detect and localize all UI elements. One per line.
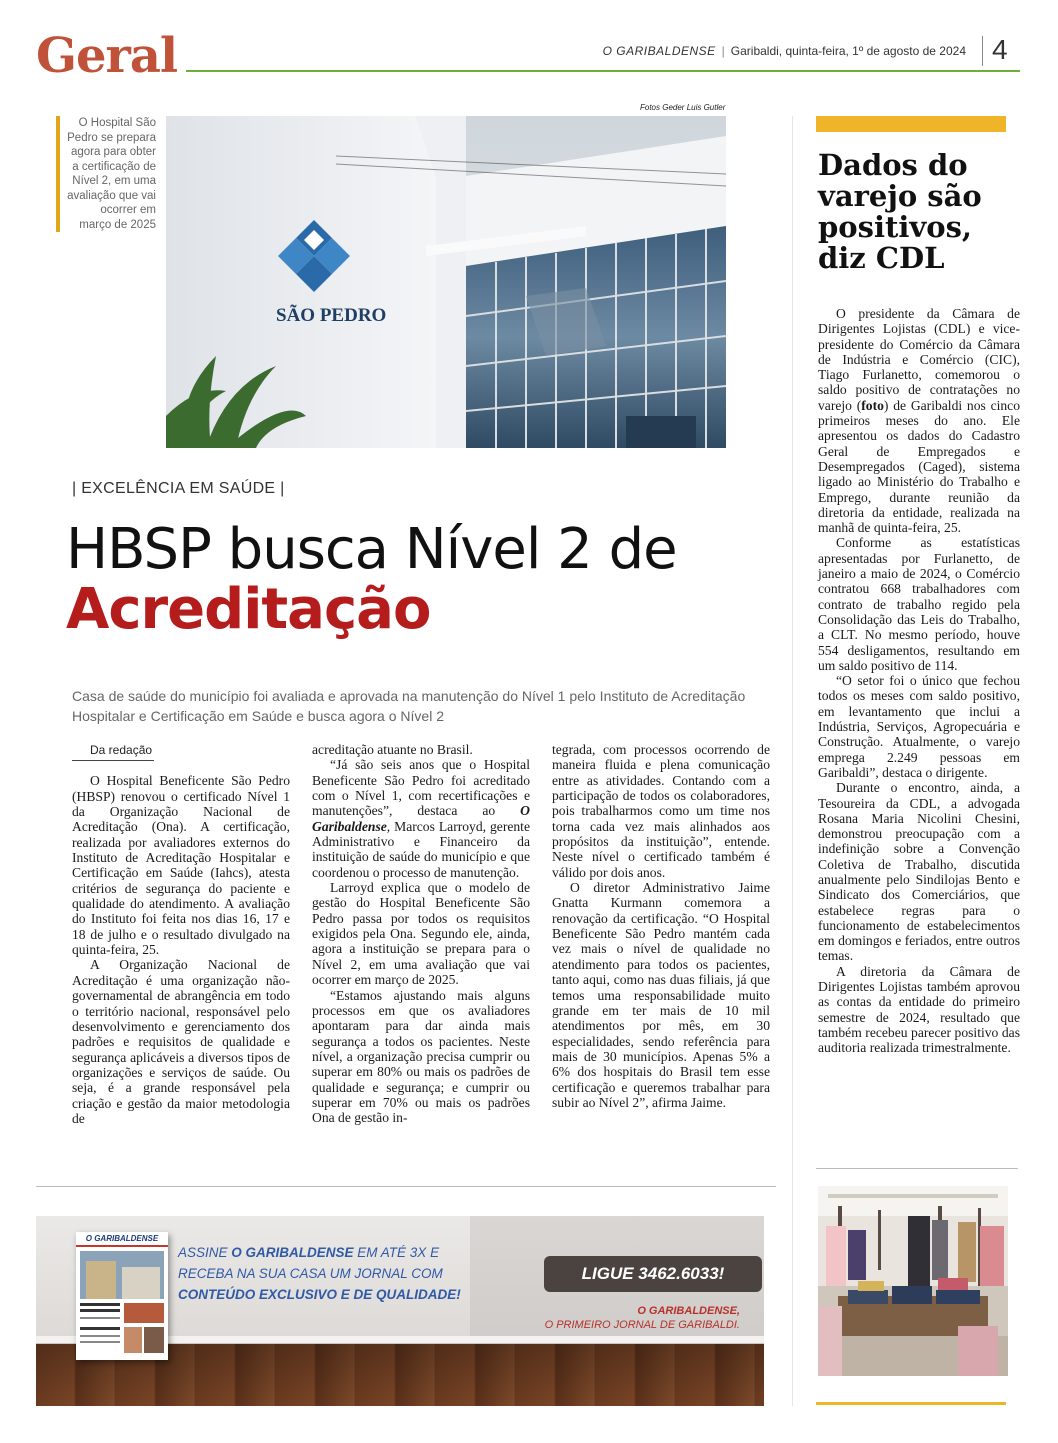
sidebar-headline: Dados do varejo são positivos, diz CDL — [818, 148, 982, 275]
photo-caption: O Hospital São Pedro se prepara agora para obter a certificação de Nível 2, em uma avaliação que vai ocorrer em março de 2025 — [56, 116, 156, 232]
section-title: Geral — [36, 28, 178, 84]
newspaper-thumbnail — [76, 1232, 168, 1360]
headline-text: HBSP busca Nível 2 de — [66, 517, 677, 582]
paragraph: O Hospital Beneficente São Pedro (HBSP) renovou o certificado Nível 1 da Organização Nacional de Acreditação (Ona). A certificação, realizada por avaliadores externos do Instituto de Acreditação Hospitalar e Certificação em Saúde (Iahcs), atesta critérios de segurança do paciente e qualidade do atendimento. A avaliação do Instituto foi feita nos dias 16, 17 e 18 de julho e o resultado divulgado na quinta-feira, 25. — [72, 773, 290, 958]
paper-name-inline: O Garibaldense — [312, 803, 530, 834]
ad-copy — [178, 1242, 478, 1305]
byline: Da redação — [72, 743, 154, 761]
subscription-ad[interactable] — [36, 1216, 764, 1406]
paragraph: “Estamos ajustando mais alguns processos em que os avaliadores apontaram para dar ainda mais segurança a todos os pacientes. Neste nível, a organização precisa cumprir ou superar em 80% ou mais os padrões de qualidade e segurança; e cumprir ou superar em 70% ou mais os padrões Ona de gestão in- — [312, 987, 530, 1126]
paragraph — [818, 306, 1020, 535]
dateline: Garibaldi, quinta-feira, 1º de agosto de 2024 — [730, 44, 966, 58]
sidebar-accent-bar — [816, 116, 1006, 132]
paragraph: A Organização Nacional de Acreditação é uma organização não-governamental de abrangência em todo o território nacional, responsável pelo desenvolvimento e gerenciamento dos padrões e requisitos de qualidade e segurança aplicáveis a diversos tipos de organizações e serviços de saúde. Ou seja, é a grande responsável pela criação e gestão da maior metodologia de — [72, 957, 290, 1126]
paragraph: Conforme as estatísticas apresentadas por Furlanetto, de janeiro a maio de 2024, o Comércio contratou 668 trabalhadores com contrato de trabalho regido pela Consolidação das Leis do Trabalho, a CLT. No mesmo período, houve 554 desligamentos, resultando em um saldo positivo de 114. — [818, 535, 1020, 673]
separator: | — [721, 44, 725, 58]
paragraph: A diretoria da Câmara de Dirigentes Lojistas também aprovou as contas da entidade do primeiro semestre de 2024, resultado que também recebeu parecer positivo das auditoria realizada trimestralmente. — [818, 963, 1020, 1056]
paragraph: acreditação atuante no Brasil. — [312, 742, 473, 757]
divider — [36, 1186, 776, 1187]
hospital-sign: SÃO PEDRO — [276, 305, 387, 326]
article-kicker: | EXCELÊNCIA EM SAÚDE | — [72, 480, 285, 497]
ad-tag-line: O PRIMEIRO JORNAL DE GARIBALDI. — [544, 1319, 740, 1331]
hospital-photo — [166, 116, 726, 448]
sidebar-rule — [816, 1168, 1018, 1169]
newspaper-cover-image — [76, 1247, 168, 1359]
newspaper-masthead: O GARIBALDENSE — [76, 1232, 168, 1247]
text-run: ) de Garibaldi nos cinco primeiros meses do ano. Ele apresentou os dados do Cadastro Geral de Empregados e Desempregados (Caged), sistema ligado ao Ministério do Trabalho e Emprego, durante reunião da diretoria da entidade, realizada na manhã de quinta-feira, 25. — [818, 397, 1021, 536]
photo-credit: Fotos Geder Luis Gutler — [640, 103, 726, 112]
paragraph: Durante o encontro, ainda, a Tesoureira da CDL, a advogada Rosana Maria Nicolini Chesini, demonstrou preocupação com a indefinição sobre a Convenção Coletiva de Trabalho, discutida anualmente pelo Sindilojas Bento e Sindicato dos Comerciários, que estabelece regras para o funcionamento de estabelecimentos em domingos e feriados, entre outros temas. — [818, 780, 1020, 964]
paragraph: O diretor Administrativo Jaime Gnatta Kurmann comemora a renovação da certificação. “O Hospital Beneficente São Pedro mantém cada vez mais o nível de qualidade no atendimento para todos os pacientes, tanto aqui, como nas duas filiais, já que temos uma responsabilidade muito grande em ter mais de 10 mil atendimentos por mês, em 30 especialidades, sendo referência para mais de 30 municípios. Apenas 5% a 6% dos hospitais do Brasil tem esse certificação e queremos trabalhar para subir ao Nível 2”, afirma Jaime. — [552, 880, 770, 1110]
paper-name: O GARIBALDENSE — [602, 44, 716, 58]
ad-copy-emphasis: CONTEÚDO EXCLUSIVO E DE QUALIDADE! — [178, 1287, 461, 1302]
sidebar-divider — [792, 116, 793, 1406]
text-run: , Marcos Larroyd, gerente Administrativo e Financeiro da instituição de saúde do município e que coordenou o processo de manutenção. — [312, 818, 530, 880]
text-bold: foto — [861, 397, 884, 413]
paragraph — [312, 757, 530, 880]
paragraph: Larroyd explica que o modelo de gestão do Hospital Beneficente São Pedro passa por todos os requisitos exigidos pela Ona. Segundo ele, ainda, agora a instituição se prepara para o Nível 2, em uma avaliação que vai ocorrer em março de 2025. — [312, 880, 530, 988]
ad-tag-brand: O GARIBALDENSE, — [637, 1305, 740, 1317]
page-number: 4 — [992, 34, 1008, 65]
article-deck: Casa de saúde do município foi avaliada e aprovada na manutenção do Nível 1 pelo Instituto de Acreditação Hospitalar e Certificação em Saúde e busca agora o Nível 2 — [72, 688, 746, 724]
article-column-2 — [312, 742, 530, 1126]
article-column-1 — [72, 742, 290, 1126]
call-phone-button[interactable]: LIGUE 3462.6033! — [544, 1256, 762, 1292]
header-dateline-bar — [603, 44, 966, 58]
text-run: O presidente da Câmara de Dirigentes Lojistas (CDL) e vice-presidente do Comércio da Câmara de Indústria e Comércio (CIC), Tiago Furlanetto, comemorou o saldo positivo de contratações no varejo ( — [818, 306, 1020, 413]
paragraph: tegrada, com processos ocorrendo de maneira fluida e plena comunicação entre as atividades. Contando com a participação de todos os colaboradores, pois trabalharmos como um time nos torna cada vez mais alinhados aos propósitos da instituição”, entende. Neste nível o certificado também é válido por dois anos. — [552, 742, 770, 880]
article-headline — [66, 517, 786, 642]
store-photo — [818, 1186, 1008, 1376]
ad-copy-text: EM ATÉ 3X E RECEBA NA SUA CASA UM JORNAL COM — [178, 1245, 443, 1281]
sidebar-body — [818, 306, 1020, 1056]
sidebar-bottom-bar — [816, 1402, 1006, 1405]
ad-copy-brand: O GARIBALDENSE — [231, 1245, 354, 1260]
text-run: “Já são seis anos que o Hospital Beneficente São Pedro foi acreditado com o Nível 1, com recertificações e manutenções”, destaca ao — [312, 757, 530, 819]
page-number-divider — [982, 36, 983, 66]
header-rule — [186, 70, 1020, 72]
paragraph: “O setor foi o único que fechou todos os meses com saldo positivo, em levantamento que inclui a Indústria, Serviços, Agropecuária e Construção. Atualmente, o varejo emprega 2.249 pessoas em Garibaldi”, destaca o dirigente. — [818, 673, 1020, 780]
ad-copy-text: ASSINE — [178, 1245, 232, 1260]
article-column-3 — [552, 742, 770, 1110]
headline-highlight: Acreditação — [66, 577, 431, 642]
ad-tagline — [514, 1304, 740, 1332]
